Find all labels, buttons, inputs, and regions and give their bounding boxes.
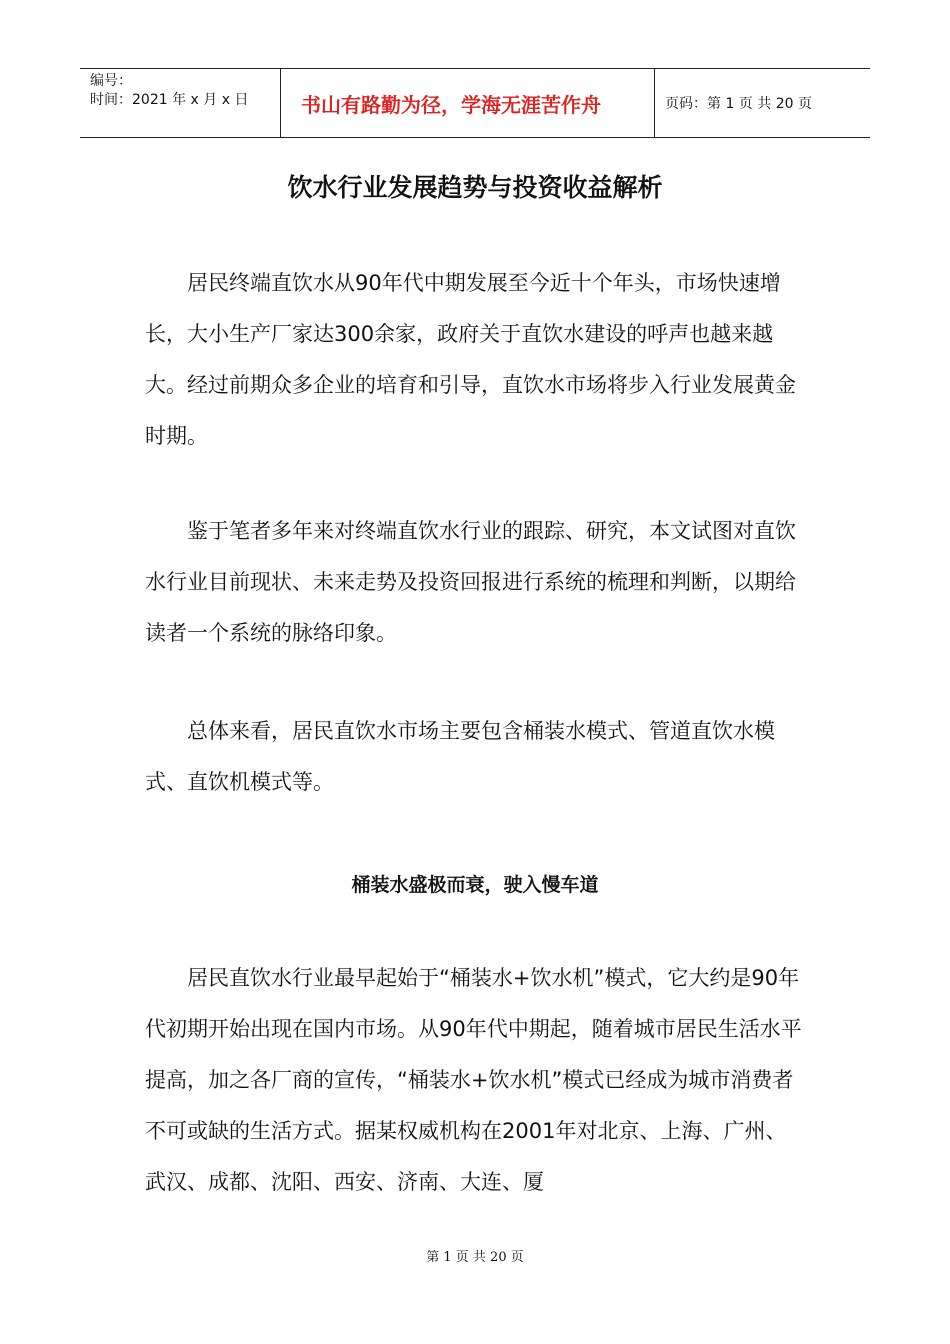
document-number-label: 编号： <box>90 73 132 89</box>
paragraph-bottled-water: 居民直饮水行业最早起始于“桶装水+饮水机”模式，它大约是90年代初期开始出现在国内市场。从90年代中期起，随着城市居民生活水平提高，加之各厂商的宣传，“桶装水+饮水机”模式已经成为城市消费者不可或缺的生活方式。据某权威机构在2001年对北京、上海、广州、武汉、成都、沈阳、西安、济南、大连、厦 <box>145 966 802 1194</box>
header-motto: 书山有路勤为径，学海无涯苦作舟 <box>281 69 655 137</box>
page-footer: 第 1 页 共 20 页 <box>426 1250 524 1265</box>
document-title: 饮水行业发展趋势与投资收益解析 <box>287 173 663 202</box>
header-page-info: 页码：第 1 页 共 20 页 <box>665 96 812 112</box>
section-heading: 桶装水盛极而衰，驶入慢车道 <box>351 874 599 896</box>
paragraph-overview: 总体来看，居民直饮水市场主要包含桶装水模式、管道直饮水模式、直饮机模式等。 <box>145 719 775 794</box>
paragraph-intro: 居民终端直饮水从90年代中期发展至今近十个年头，市场快速增长，大小生产厂家达300余家，政府关于直饮水建设的呼声也越来越大。经过前期众多企业的培育和引导，直饮水市场将步入行业发展黄金时期。 <box>145 271 796 448</box>
header-meta <box>80 69 281 137</box>
document-header <box>80 68 870 138</box>
document-date: 时间：2021 年 x 月 x 日 <box>90 92 249 108</box>
paragraph-purpose: 鉴于笔者多年来对终端直饮水行业的跟踪、研究，本文试图对直饮水行业目前现状、未来走势及投资回报进行系统的梳理和判断，以期给读者一个系统的脉络印象。 <box>145 519 796 645</box>
